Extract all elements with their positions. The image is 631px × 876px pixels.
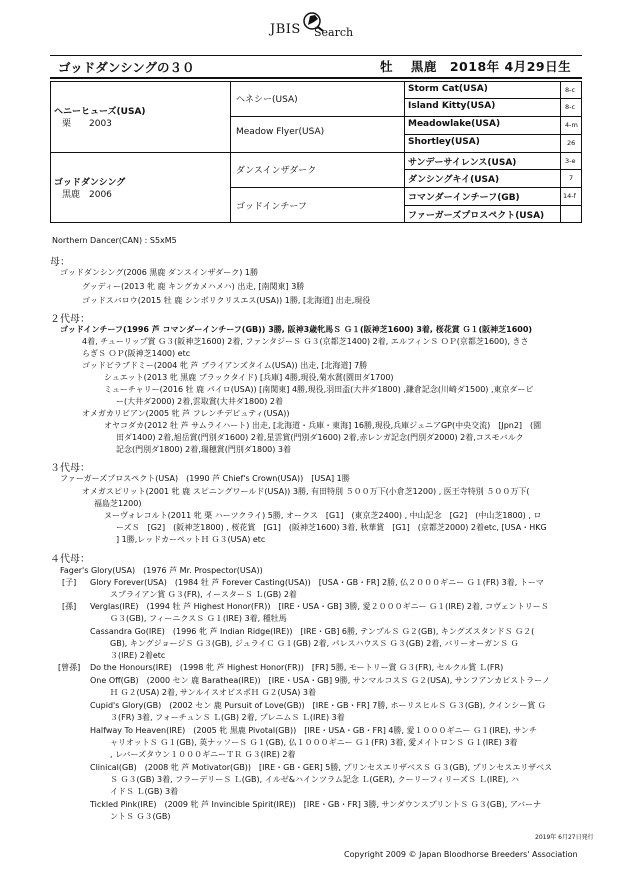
2dam-foal-b1-cont: 田ダ1400) 2着,旭岳賞(門別ダ1600) 2着,星雲賞(門別ダ1600) 2着,赤レンガ記念(門別ダ2000) 2着,コスモバルク bbox=[116, 433, 524, 442]
4dam-entry-6: Cupid's Glory(GB) (2002 セン 鹿 Pursuit of Love(GB)) [IRE・GB・FR] 7勝, ホーリスヒルＳ Ｇ３(GB), クインシー賞 Ｇ bbox=[90, 701, 546, 710]
dam-dam: ゴッドインチーフ bbox=[236, 202, 307, 212]
4dam-line: Fager's Glory(USA) (1976 芦 Mr. Prospector(USA)) bbox=[60, 566, 263, 575]
4dam-entry-4: Do the Honours(IRE) (1998 牝 芦 Highest Honor(FR)) [FR] 5勝, モートリー賞 Ｇ３(FR), セルクル賞 Ｌ(FR) bbox=[90, 663, 504, 672]
4dam-tag-himago: [曾孫] bbox=[58, 663, 81, 672]
4dam-entry-8-cont2: イドＳ Ｌ(GB) 3着 bbox=[110, 787, 179, 796]
sire-detail: 栗 2003 bbox=[62, 119, 112, 129]
heading-2dam: ２代母： bbox=[50, 314, 90, 325]
4dam-entry-7: Halfway To Heaven(IRE) (2005 牝 黒鹿 Pivotal(GB)) [IRE・USA・GB・FR] 4勝, 愛１０００ギニー Ｇ１(IRE), サンチ bbox=[90, 726, 537, 735]
2dam-foal-a2-cont: ー(大井ダ2000) 2着,雲取賞(大井ダ1800) 2着 bbox=[116, 397, 284, 406]
3dam-foal-a1-cont2: ] 1勝,レッドカーペットＨ Ｇ３(USA) etc bbox=[116, 535, 266, 544]
gen3-dds-code: 14-f bbox=[563, 192, 576, 200]
gen3-ssd: Island Kitty(USA) bbox=[408, 101, 496, 111]
4dam-entry-6-cont: ３(FR) 3着, フォーチュンＳ Ｌ(GB) 2着, プレニムＳ Ｌ(IRE) 3着 bbox=[110, 713, 345, 722]
4dam-entry-3-cont2: ３(IRE) 2着etc bbox=[110, 651, 166, 660]
2dam-line-3: らぎＳ ＯＰ(阪神芝1400) etc bbox=[82, 349, 191, 358]
gen3-ddd: ファーガーズプロスペクト(USA) bbox=[408, 211, 545, 221]
heading-4dam: ４代母： bbox=[50, 554, 90, 565]
3dam-line: ファーガーズプロスペクト(USA) (1990 芦 Chief's Crown(USA)) [USA] 1勝 bbox=[60, 474, 350, 483]
gen3-sds-code: 4-m bbox=[565, 121, 578, 129]
gen3-dsd-code: 7 bbox=[569, 174, 574, 182]
3dam-foal-a-cont: 福島芝1200) bbox=[94, 499, 142, 508]
2dam-line-1: ゴッドインチーフ(1996 芦 コマンダーインチーフ(GB)) 3勝, 阪神3歳牝馬Ｓ Ｇ１(阪神芝1600) 3着, 桜花賞 Ｇ１(阪神芝1600) bbox=[60, 325, 533, 334]
4dam-entry-7-cont: ャリオットＳ Ｇ１(GB), 英ナッソーＳ Ｇ１(GB), 仏１０００ギニー Ｇ１(FR) 3着, 愛メイトロンＳ Ｇ１(IRE) 3着 bbox=[110, 738, 518, 747]
2dam-line-2: 4着, チューリップ賞 Ｇ３(阪神芝1600) 2着, ファンタジーＳ Ｇ３(京都芝1400) 2着, エルフィンＳ ＯＰ(京都芝1600), きさ bbox=[82, 337, 529, 346]
gen3-sdd-code: 26 bbox=[567, 139, 576, 147]
sire-dam: Meadow Flyer(USA) bbox=[236, 127, 325, 137]
logo-jbis-text: JBIS bbox=[270, 22, 301, 37]
4dam-entry-3-cont: GB), キングジョージＳ Ｇ３(GB), ジュライＣ Ｇ１(GB) 2着, パレスハウスＳ Ｇ３(GB) 2着, バリーオーガンＳ Ｇ bbox=[110, 639, 519, 648]
gen3-ssd-code: 8-c bbox=[565, 103, 576, 111]
4dam-entry-1: Glory Forever(USA) (1984 牡 芦 Forever Casting(USA)) [USA・GB・FR] 2勝, 仏２０００ギニー Ｇ１(FR) 3着, トーマ bbox=[90, 578, 544, 587]
gen3-sss: Storm Cat(USA) bbox=[408, 84, 488, 94]
dam-foal-1: グッディー(2013 牝 鹿 キングカメハメハ) 出走, [南関東] 3勝 bbox=[82, 282, 305, 291]
4dam-entry-2-cont: Ｇ３(GB), フィーニクスＳ Ｇ１(IRE) 3着, 種牡馬 bbox=[110, 614, 287, 623]
copyright: Copyright 2009 © Japan Bloodhorse Breeders' Association bbox=[344, 850, 578, 859]
horse-name: ゴッドダンシングの３０ bbox=[58, 60, 195, 75]
4dam-entry-7-cont2: , レバーズタウン１０００ギニーＴＲ Ｇ３(IRE) 2着 bbox=[110, 750, 296, 759]
4dam-tag-mago: [孫] bbox=[62, 602, 77, 611]
horse-sex-color-birth: 牡 黒鹿 2018年 4月29日生 bbox=[380, 59, 572, 74]
sire-sire: ヘネシー(USA) bbox=[236, 95, 298, 105]
sire-name: ヘニーヒューズ(USA) bbox=[54, 107, 146, 117]
4dam-tag-ko: [子] bbox=[62, 578, 77, 587]
4dam-entry-9: Tickled Pink(IRE) (2009 牝 芦 Invincible Spirit(IRE)) [IRE・GB・FR] 3勝, サンダウンスプリントＳ Ｇ３(GB), アバーナ bbox=[90, 800, 542, 809]
4dam-entry-1-cont: スプライアン賞 Ｇ３(FR), イースターＳ Ｌ(GB) 2着 bbox=[110, 590, 297, 599]
4dam-entry-2: Verglas(IRE) (1994 牡 芦 Highest Honor(FR)) [IRE・USA・GB] 3勝, 愛２０００ギニー Ｇ１(IRE) 2着, コヴェントリーＳ bbox=[90, 602, 549, 611]
jbis-search-logo bbox=[258, 10, 370, 44]
2dam-foal-b: オメガカリビアン(2005 牝 芦 フレンチデピュティ(USA)) bbox=[82, 409, 290, 418]
heading-3dam: ３代母： bbox=[50, 463, 90, 474]
3dam-foal-a: オメガスピリット(2001 牝 鹿 スピニングワールド(USA)) 3勝, 有田特別 ５００万下(小倉芝1200) , 医王寺特別 ５００万下( bbox=[82, 487, 530, 496]
4dam-entry-8-cont: Ｓ Ｇ３(GB) 3着, フラーデリーＳ Ｌ(GB), イルゼ&ハインツラム記念 Ｌ(GER), クーリーフィリーズＳ Ｌ(IRE), ハ bbox=[110, 775, 519, 784]
4dam-entry-3: Cassandra Go(IRE) (1996 牝 芦 Indian Ridge(IRE)) [IRE・GB] 6勝, テンプルＳ Ｇ２(GB), キングズスタンドＳ Ｇ２( bbox=[90, 627, 535, 636]
4dam-entry-5: One Off(GB) (2000 セン 鹿 Barathea(IRE)) [IRE・USA・GB] 9勝, サンマルコスＳ Ｇ２(USA), サンフアンカピストラーノ bbox=[90, 676, 550, 685]
3dam-foal-a1: ヌーヴォレコルト(2011 牝 栗 ハーツクライ) 5勝, オークス [G1] (東京芝2400) , 中山記念 [G2] (中山芝1800) , ロ bbox=[104, 511, 542, 520]
logo-search-text: Search bbox=[314, 26, 354, 39]
4dam-entry-9-cont: ントＳ Ｇ３(GB) bbox=[110, 812, 171, 821]
title-top-border bbox=[50, 55, 582, 56]
dam-sire: ダンスインザダーク bbox=[236, 166, 317, 176]
3dam-foal-a1-cont: ーズＳ [G2] (阪神芝1800) , 桜花賞 [G1] (阪神芝1600) 3着, 秋華賞 [G1] (京都芝2000) 2着etc, [USA・HKG bbox=[116, 523, 547, 532]
gen3-dss: サンデーサイレンス(USA) bbox=[408, 158, 517, 168]
gen3-sdd: Shortley(USA) bbox=[408, 137, 480, 147]
gen3-sds: Meadowlake(USA) bbox=[408, 119, 501, 129]
4dam-entry-8: Clinical(GB) (2008 牝 芦 Motivator(GB)) [IRE・GB・GER] 5勝, プリンセスエリザベスＳ Ｇ３(GB), プリンセスエリザベス bbox=[90, 763, 553, 772]
2dam-foal-a2: ミューチャリー(2016 牡 鹿 パイロ(USA)) [南関東] 4勝,現役,羽田盃(大井ダ1800) ,鎌倉記念(川崎ダ1500) ,東京ダービ bbox=[104, 385, 534, 394]
2dam-foal-a: ゴッドビラブドミー(2004 牝 芦 ブライアンズタイム(USA)) 出走, [北海道] 7勝 bbox=[82, 361, 368, 370]
dam-line: ゴッドダンシング(2006 黒鹿 ダンスインザダーク) 1勝 bbox=[60, 268, 258, 277]
inbreeding-line: Northern Dancer(CAN) : S5xM5 bbox=[52, 236, 177, 245]
title-bottom-border bbox=[50, 77, 582, 79]
gen3-dss-code: 3-e bbox=[565, 157, 576, 165]
dam-foal-2: ゴッドスバロウ(2015 牡 鹿 シンボリクリスエス(USA)) 1勝, [北海道] 出走,現役 bbox=[82, 296, 371, 305]
heading-dam: 母： bbox=[50, 257, 70, 268]
gen3-dsd: ダンシングキイ(USA) bbox=[408, 175, 500, 185]
2dam-foal-b1: オヤコダカ(2012 牡 芦 サムライハート) 出走, [北海道・兵庫・東海] 16勝,現役,兵庫ジュニアGP(中央交流) [Jpn2] (園 bbox=[104, 421, 542, 430]
2dam-foal-a1: シュエット(2013 牝 黒鹿 ブラックタイド) [兵庫] 4勝,現役,菊水賞(園田ダ1700) bbox=[104, 373, 394, 382]
4dam-entry-5-cont: Ｈ Ｇ２(USA) 2着, サンルイスオビスポＨ Ｇ２(USA) 3着 bbox=[110, 688, 316, 697]
gen3-dds: コマンダーインチーフ(GB) bbox=[408, 193, 520, 203]
2dam-foal-b1-cont2: 記念(門別ダ1800) 2着,瑞穂賞(門別ダ1800) 3着 bbox=[116, 445, 292, 454]
dam-name: ゴッドダンシング bbox=[54, 178, 126, 188]
gen3-sss-code: 8-c bbox=[565, 86, 576, 94]
dam-detail: 黒鹿 2006 bbox=[62, 190, 112, 200]
issue-date: 2019年 6月27日発行 bbox=[535, 834, 594, 841]
